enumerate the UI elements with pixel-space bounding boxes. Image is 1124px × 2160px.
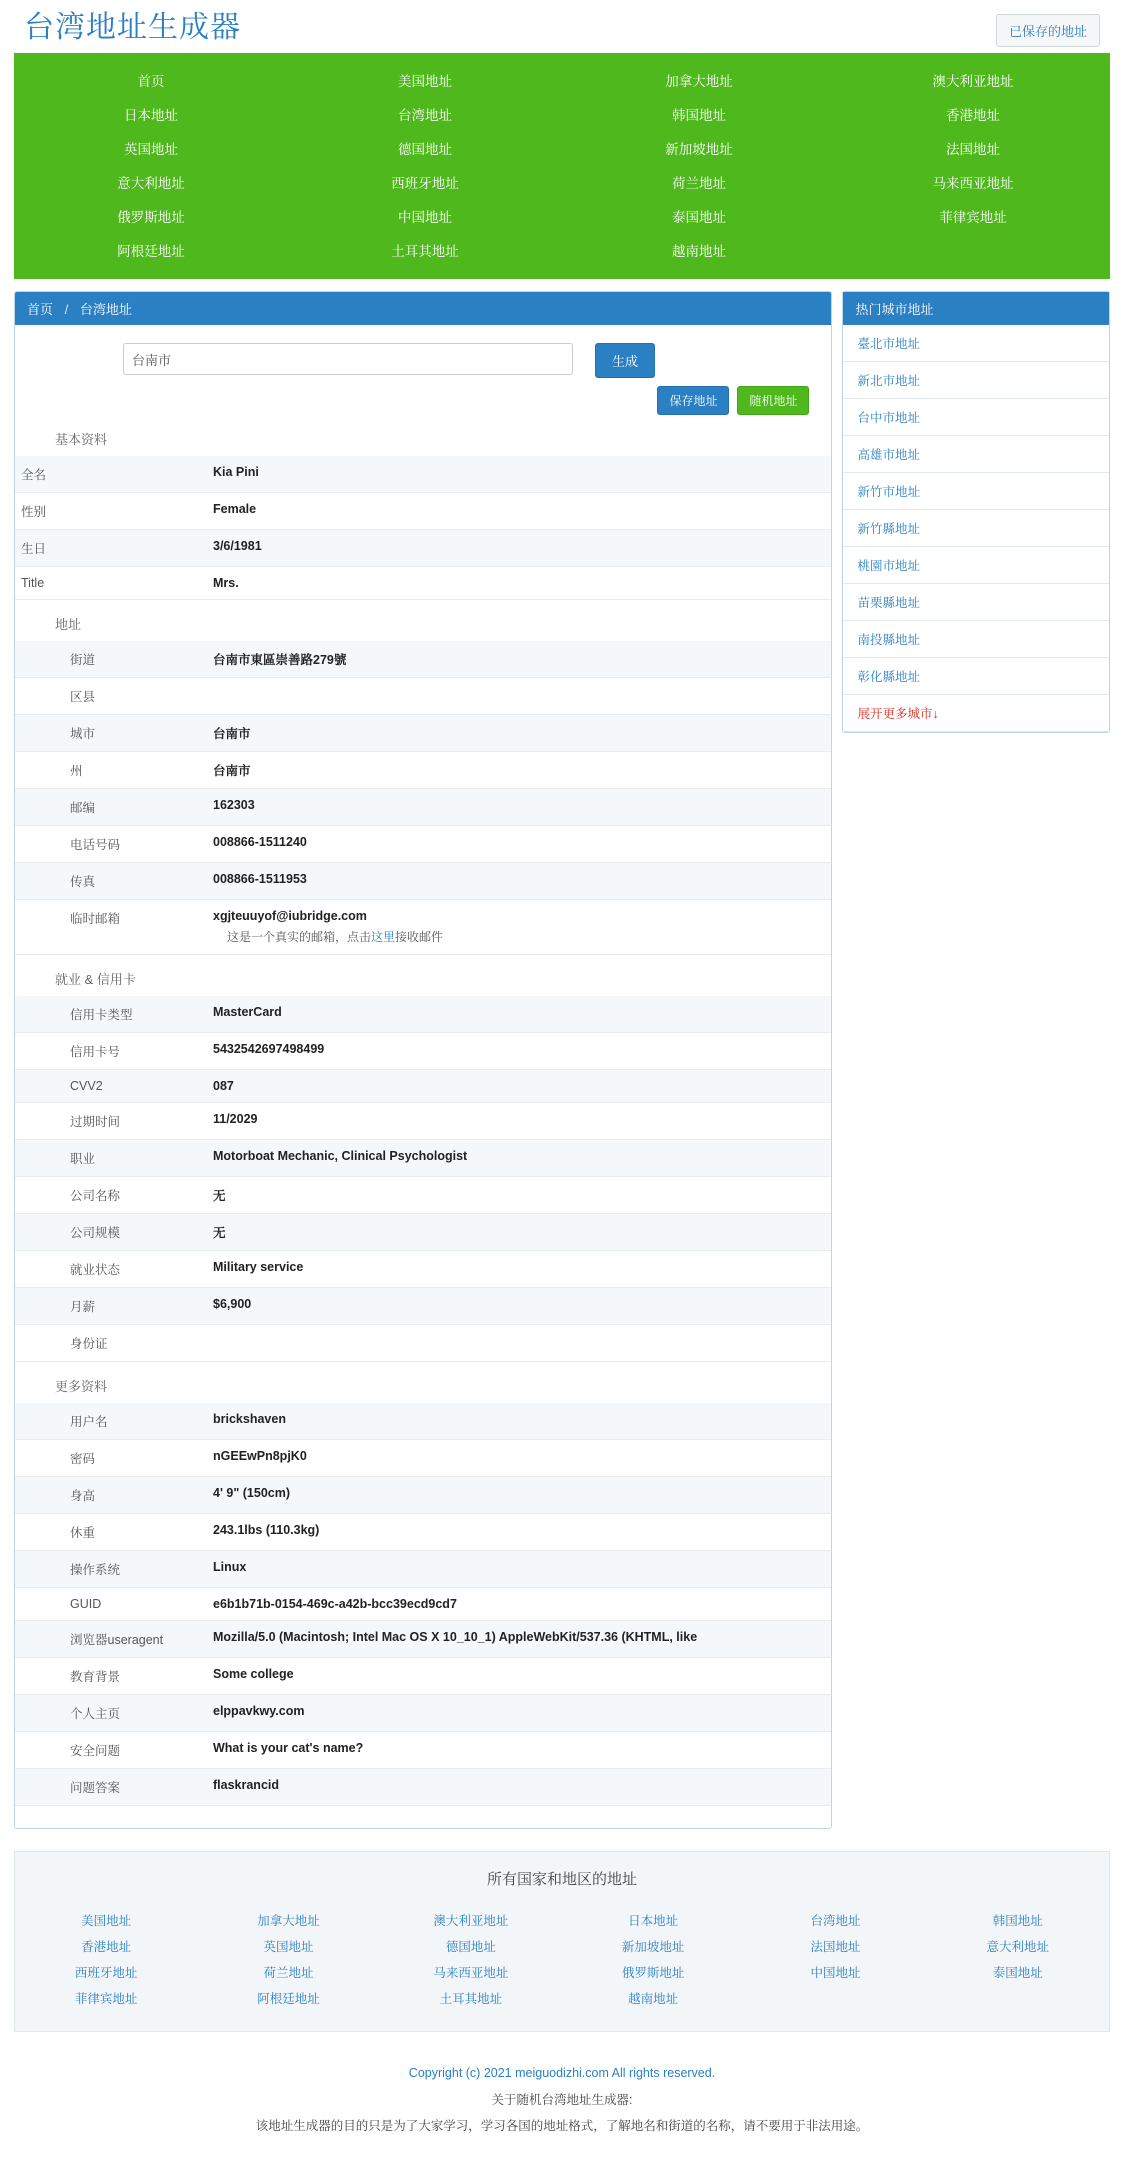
save-address-button[interactable]: 保存地址 — [657, 386, 729, 415]
nav-link[interactable]: 俄罗斯地址 — [117, 210, 185, 225]
all-addresses-row — [15, 1907, 1109, 1933]
all-link[interactable]: 泰国地址 — [992, 1966, 1043, 1980]
employment-table — [15, 996, 831, 1362]
row-value: 008866-1511240 — [213, 835, 307, 849]
nav-item-taiwan[interactable] — [288, 97, 562, 131]
row-label: 街道 — [70, 653, 96, 667]
nav-item-germany[interactable] — [288, 131, 562, 165]
row-value: MasterCard — [213, 1005, 282, 1019]
all-link-empty-2 — [927, 1989, 1109, 2007]
nav-item-home[interactable] — [14, 63, 288, 97]
section-title-employment: 就业 & 信用卡 — [55, 972, 136, 987]
nav-link[interactable]: 日本地址 — [124, 108, 178, 123]
row-value: 无 — [213, 1226, 226, 1240]
nav-item-japan[interactable] — [14, 97, 288, 131]
nav-link[interactable]: 韩国地址 — [672, 108, 726, 123]
section-title-more: 更多资料 — [55, 1379, 108, 1394]
row-value: Military service — [213, 1260, 304, 1274]
sidebar-link[interactable]: 苗栗縣地址 — [857, 596, 920, 610]
table-row — [15, 1551, 831, 1588]
sidebar-item-nantou[interactable] — [843, 621, 1109, 658]
content-area — [14, 291, 1110, 1829]
row-value: Some college — [213, 1667, 294, 1681]
nav-row — [14, 131, 1110, 165]
nav-link[interactable]: 阿根廷地址 — [117, 244, 185, 259]
table-row — [15, 1033, 831, 1070]
all-link-vietnam[interactable] — [562, 1989, 744, 2007]
all-link-empty-1 — [744, 1989, 926, 2007]
sidebar-link[interactable]: 新竹縣地址 — [857, 522, 920, 536]
row-value: Kia Pini — [213, 465, 259, 479]
table-row — [15, 1588, 831, 1621]
table-row — [15, 1103, 831, 1140]
table-row — [15, 996, 831, 1033]
nav-item-turkey[interactable] — [288, 233, 562, 267]
row-value: 台南市東區崇善路279號 — [213, 653, 347, 667]
row-label: 休重 — [70, 1526, 96, 1540]
row-label: 性别 — [21, 505, 47, 519]
row-value: Linux — [213, 1560, 247, 1574]
row-value: 4' 9" (150cm) — [213, 1486, 290, 1500]
table-row — [15, 715, 831, 752]
row-label: 用户名 — [70, 1415, 108, 1429]
nav-item-uk[interactable] — [14, 131, 288, 165]
table-row — [15, 1177, 831, 1214]
table-row — [15, 1214, 831, 1251]
table-row — [15, 752, 831, 789]
sidebar-link[interactable]: 南投縣地址 — [857, 633, 920, 647]
all-link-malaysia[interactable] — [380, 1963, 562, 1981]
section-title-basic: 基本资料 — [55, 432, 108, 447]
all-link-canada[interactable] — [197, 1911, 379, 1929]
all-link-argentina[interactable] — [197, 1989, 379, 2007]
row-label: 身份证 — [70, 1337, 108, 1351]
sidebar-link[interactable]: 高雄市地址 — [857, 448, 920, 462]
row-value: e6b1b71b-0154-469c-a42b-bcc39ecd9cd7 — [213, 1597, 457, 1611]
all-link-hongkong[interactable] — [15, 1937, 197, 1955]
row-value: 162303 — [213, 798, 255, 812]
row-label: 城市 — [70, 727, 96, 741]
page-title: 台湾地址生成器 — [24, 11, 241, 44]
table-row — [15, 1070, 831, 1103]
table-row — [15, 567, 831, 600]
nav-link[interactable]: 香港地址 — [946, 108, 1000, 123]
all-link-turkey[interactable] — [380, 1989, 562, 2007]
row-value: 3/6/1981 — [213, 539, 262, 553]
all-link[interactable]: 菲律宾地址 — [74, 1992, 138, 2006]
table-row — [15, 826, 831, 863]
row-value: 无 — [213, 1189, 226, 1203]
row-label: 全名 — [21, 468, 47, 482]
nav-link[interactable]: 荷兰地址 — [672, 176, 726, 191]
basic-info-table — [15, 456, 831, 600]
row-label: Title — [21, 576, 45, 590]
sidebar-item-taipei[interactable] — [843, 325, 1109, 362]
email-inbox-link[interactable]: 这里 — [371, 930, 396, 944]
table-row — [15, 1251, 831, 1288]
sidebar-link-more[interactable]: 展开更多城市↓ — [857, 707, 939, 721]
table-row — [15, 1769, 831, 1806]
breadcrumb-separator: / — [64, 302, 69, 317]
sidebar-link[interactable]: 新北市地址 — [857, 374, 920, 388]
nav-item-thailand[interactable] — [562, 199, 836, 233]
email-note — [213, 928, 825, 945]
breadcrumb-home[interactable]: 首页 — [27, 302, 54, 317]
all-addresses-row — [15, 1959, 1109, 1985]
sidebar-link[interactable]: 台中市地址 — [857, 411, 920, 425]
table-row — [15, 530, 831, 567]
sidebar-link[interactable]: 彰化縣地址 — [857, 670, 920, 684]
nav-row — [14, 63, 1110, 97]
all-link-thailand[interactable] — [927, 1963, 1109, 1981]
all-link[interactable]: 荷兰地址 — [263, 1966, 314, 1980]
all-link[interactable]: 日本地址 — [628, 1914, 679, 1928]
generator-row — [15, 325, 831, 382]
row-label: 个人主页 — [70, 1707, 121, 1721]
row-value-email — [207, 900, 831, 955]
sidebar-item-hsinchu-city[interactable] — [843, 473, 1109, 510]
row-label: 安全问题 — [70, 1744, 121, 1758]
email-note-before: 这是一个真实的邮箱，点击 — [227, 930, 372, 944]
nav-link[interactable]: 越南地址 — [672, 244, 726, 259]
sidebar-list — [843, 325, 1109, 732]
row-value: 台南市 — [213, 727, 251, 741]
row-label: 生日 — [21, 542, 47, 556]
all-link-singapore[interactable] — [562, 1937, 744, 1955]
nav-link[interactable]: 首页 — [137, 74, 165, 89]
about-section — [0, 2090, 1124, 2134]
table-row — [15, 1621, 831, 1658]
nav-link[interactable]: 台湾地址 — [398, 108, 452, 123]
all-link[interactable]: 美国地址 — [81, 1914, 132, 1928]
sidebar-item-hsinchu-county[interactable] — [843, 510, 1109, 547]
table-row-email — [15, 900, 831, 955]
table-row — [15, 1288, 831, 1325]
table-row — [15, 641, 831, 678]
sidebar-item-changhua[interactable] — [843, 658, 1109, 695]
table-row — [15, 678, 831, 715]
all-link[interactable]: 俄罗斯地址 — [621, 1966, 685, 1980]
row-label: 问题答案 — [70, 1781, 121, 1795]
all-link-uk[interactable] — [197, 1937, 379, 1955]
row-label: 过期时间 — [70, 1115, 121, 1129]
about-title: 关于随机台湾地址生成器: — [491, 2093, 633, 2107]
all-link-australia[interactable] — [380, 1911, 562, 1929]
all-link[interactable]: 法国地址 — [810, 1940, 861, 1954]
nav-item-vietnam[interactable] — [562, 233, 836, 267]
all-link-france[interactable] — [744, 1937, 926, 1955]
row-value: elppavkwy.com — [213, 1704, 305, 1718]
nav-link[interactable]: 英国地址 — [124, 142, 178, 157]
row-label: CVV2 — [70, 1079, 103, 1093]
row-label: GUID — [70, 1597, 102, 1611]
nav-item-italy[interactable] — [14, 165, 288, 199]
copyright-text: Copyright (c) 2021 meiguodizhi.com All rights reserved. — [408, 2066, 716, 2080]
all-addresses-title: 所有国家和地区的地址 — [486, 1871, 637, 1888]
row-value: 5432542697498499 — [213, 1042, 325, 1056]
nav-row — [14, 233, 1110, 267]
table-row — [15, 1695, 831, 1732]
row-value: Female — [213, 502, 257, 516]
nav-link[interactable]: 澳大利亚地址 — [932, 74, 1014, 89]
hot-cities-sidebar — [842, 291, 1110, 733]
all-link-philippines[interactable] — [15, 1989, 197, 2007]
nav-row — [14, 97, 1110, 131]
table-row — [15, 493, 831, 530]
all-link[interactable]: 澳大利亚地址 — [433, 1914, 509, 1928]
all-link-us[interactable] — [15, 1911, 197, 1929]
row-value-useragent — [207, 1621, 831, 1658]
all-link-japan[interactable] — [562, 1911, 744, 1929]
address-table — [15, 641, 831, 955]
nav-item-russia[interactable] — [14, 199, 288, 233]
nav-item-empty — [836, 233, 1110, 267]
all-addresses-row — [15, 1985, 1109, 2011]
sidebar-item-newtaipei[interactable] — [843, 362, 1109, 399]
row-label: 浏览器useragent — [70, 1633, 164, 1647]
row-label: 公司名称 — [70, 1189, 121, 1203]
section-title-address: 地址 — [55, 617, 82, 632]
nav-link[interactable]: 新加坡地址 — [665, 142, 733, 157]
email-value: xgjteuuyof@iubridge.com — [213, 909, 367, 923]
row-value — [207, 678, 831, 715]
nav-item-canada[interactable] — [562, 63, 836, 97]
all-link[interactable]: 土耳其地址 — [439, 1992, 503, 2006]
row-value: nGEEwPn8pjK0 — [213, 1449, 307, 1463]
all-link-spain[interactable] — [15, 1963, 197, 1981]
row-value: Mrs. — [213, 576, 239, 590]
nav-item-netherlands[interactable] — [562, 165, 836, 199]
table-row — [15, 1514, 831, 1551]
nav-row — [14, 199, 1110, 233]
email-note-after: 接收邮件 — [395, 930, 444, 944]
row-value: 087 — [213, 1079, 234, 1093]
all-link-italy[interactable] — [927, 1937, 1109, 1955]
all-link[interactable]: 阿根廷地址 — [257, 1992, 320, 2006]
sidebar-title: 热门城市地址 — [843, 292, 1109, 325]
nav-link[interactable]: 中国地址 — [398, 210, 452, 225]
breadcrumb-current: 台湾地址 — [79, 302, 132, 317]
row-value: 11/2029 — [213, 1112, 258, 1126]
all-link[interactable]: 韩国地址 — [992, 1914, 1043, 1928]
all-link-korea[interactable] — [927, 1911, 1109, 1929]
row-label: 公司规模 — [70, 1226, 121, 1240]
all-link[interactable]: 西班牙地址 — [74, 1966, 138, 1980]
nav-link[interactable]: 法国地址 — [946, 142, 1000, 157]
main-nav — [14, 53, 1110, 279]
nav-link[interactable]: 美国地址 — [398, 74, 452, 89]
nav-link[interactable]: 西班牙地址 — [391, 176, 459, 191]
all-link[interactable]: 台湾地址 — [810, 1914, 861, 1928]
row-label: 教育背景 — [70, 1670, 121, 1684]
row-value: 008866-1511953 — [213, 872, 307, 886]
about-text: 该地址生成器的目的只是为了大家学习，学习各国的地址格式，了解地名和街道的名称，请不要用于非法用途。 — [255, 2119, 869, 2133]
row-label: 信用卡号 — [70, 1045, 121, 1059]
nav-link[interactable]: 土耳其地址 — [391, 244, 459, 259]
nav-item-singapore[interactable] — [562, 131, 836, 165]
sidebar-item-taichung[interactable] — [843, 399, 1109, 436]
row-label: 身高 — [70, 1489, 96, 1503]
nav-link[interactable]: 泰国地址 — [672, 210, 726, 225]
all-link[interactable]: 意大利地址 — [986, 1940, 1050, 1954]
row-label: 信用卡类型 — [70, 1008, 133, 1022]
all-link[interactable]: 马来西亚地址 — [433, 1966, 509, 1980]
row-value — [207, 1325, 831, 1362]
table-row — [15, 1403, 831, 1440]
row-label: 电话号码 — [70, 838, 121, 852]
table-row — [15, 789, 831, 826]
table-row — [15, 1325, 831, 1362]
nav-item-argentina[interactable] — [14, 233, 288, 267]
all-link[interactable]: 香港地址 — [81, 1940, 132, 1954]
all-link[interactable]: 越南地址 — [628, 1992, 679, 2006]
nav-item-france[interactable] — [836, 131, 1110, 165]
nav-item-korea[interactable] — [562, 97, 836, 131]
all-link[interactable]: 德国地址 — [445, 1940, 496, 1954]
nav-row — [14, 165, 1110, 199]
random-address-button[interactable]: 随机地址 — [737, 386, 809, 415]
sidebar-item-taoyuan[interactable] — [843, 547, 1109, 584]
saved-addresses-button[interactable]: 已保存的地址 — [996, 14, 1100, 47]
nav-item-hongkong[interactable] — [836, 97, 1110, 131]
nav-link[interactable]: 马来西亚地址 — [932, 176, 1014, 191]
nav-link[interactable]: 意大利地址 — [117, 176, 185, 191]
sidebar-expand-more[interactable] — [843, 695, 1109, 732]
all-link-russia[interactable] — [562, 1963, 744, 1981]
sidebar-item-miaoli[interactable] — [843, 584, 1109, 621]
more-info-table — [15, 1403, 831, 1806]
row-value: 台南市 — [213, 764, 251, 778]
city-input[interactable] — [123, 343, 573, 375]
all-link[interactable]: 中国地址 — [810, 1966, 861, 1980]
row-value: Motorboat Mechanic, Clinical Psychologist — [213, 1149, 468, 1163]
generate-button[interactable]: 生成 — [595, 343, 655, 378]
nav-link[interactable]: 加拿大地址 — [665, 74, 733, 89]
nav-item-china[interactable] — [288, 199, 562, 233]
all-link[interactable]: 加拿大地址 — [257, 1914, 320, 1928]
row-label: 州 — [70, 764, 83, 778]
row-value: brickshaven — [213, 1412, 286, 1426]
all-link-taiwan[interactable] — [744, 1911, 926, 1929]
all-link-germany[interactable] — [380, 1937, 562, 1955]
nav-link[interactable]: 菲律宾地址 — [939, 210, 1007, 225]
all-link[interactable]: 英国地址 — [263, 1940, 314, 1954]
all-addresses-row — [15, 1933, 1109, 1959]
row-value: flaskrancid — [213, 1778, 280, 1792]
row-label: 邮编 — [70, 801, 96, 815]
nav-item-us[interactable] — [288, 63, 562, 97]
table-row — [15, 1440, 831, 1477]
table-row — [15, 456, 831, 493]
row-label: 职业 — [70, 1152, 96, 1166]
nav-item-philippines[interactable] — [836, 199, 1110, 233]
all-addresses-section — [14, 1851, 1110, 2032]
all-link-netherlands[interactable] — [197, 1963, 379, 1981]
nav-item-spain[interactable] — [288, 165, 562, 199]
action-buttons — [15, 382, 831, 415]
row-value: 243.1lbs (110.3kg) — [213, 1523, 320, 1537]
all-link[interactable]: 新加坡地址 — [621, 1940, 685, 1954]
table-row — [15, 1658, 831, 1695]
table-row — [15, 863, 831, 900]
row-label: 操作系统 — [70, 1563, 121, 1577]
nav-item-malaysia[interactable] — [836, 165, 1110, 199]
row-label: 临时邮箱 — [70, 912, 121, 926]
row-label: 就业状态 — [70, 1263, 121, 1277]
useragent-text: Mozilla/5.0 (Macintosh; Intel Mac OS X 10_10_1) AppleWebKit/537.36 (KHTML, like — [213, 1630, 698, 1644]
sidebar-link[interactable]: 臺北市地址 — [857, 337, 920, 351]
row-label: 密码 — [70, 1452, 96, 1466]
row-value: $6,900 — [213, 1297, 252, 1311]
sidebar-link[interactable]: 桃園市地址 — [857, 559, 920, 573]
table-row — [15, 1477, 831, 1514]
row-label: 月薪 — [70, 1300, 96, 1314]
site-header — [0, 0, 1124, 53]
row-label: 区县 — [70, 690, 96, 704]
sidebar-item-kaohsiung[interactable] — [843, 436, 1109, 473]
nav-item-australia[interactable] — [836, 63, 1110, 97]
breadcrumb — [15, 292, 831, 325]
row-label: 传真 — [70, 875, 96, 889]
table-row — [15, 1732, 831, 1769]
table-row — [15, 1140, 831, 1177]
nav-link[interactable]: 德国地址 — [398, 142, 452, 157]
all-link-china[interactable] — [744, 1963, 926, 1981]
row-value: What is your cat's name? — [213, 1741, 364, 1755]
sidebar-link[interactable]: 新竹市地址 — [857, 485, 920, 499]
main-panel — [14, 291, 832, 1829]
